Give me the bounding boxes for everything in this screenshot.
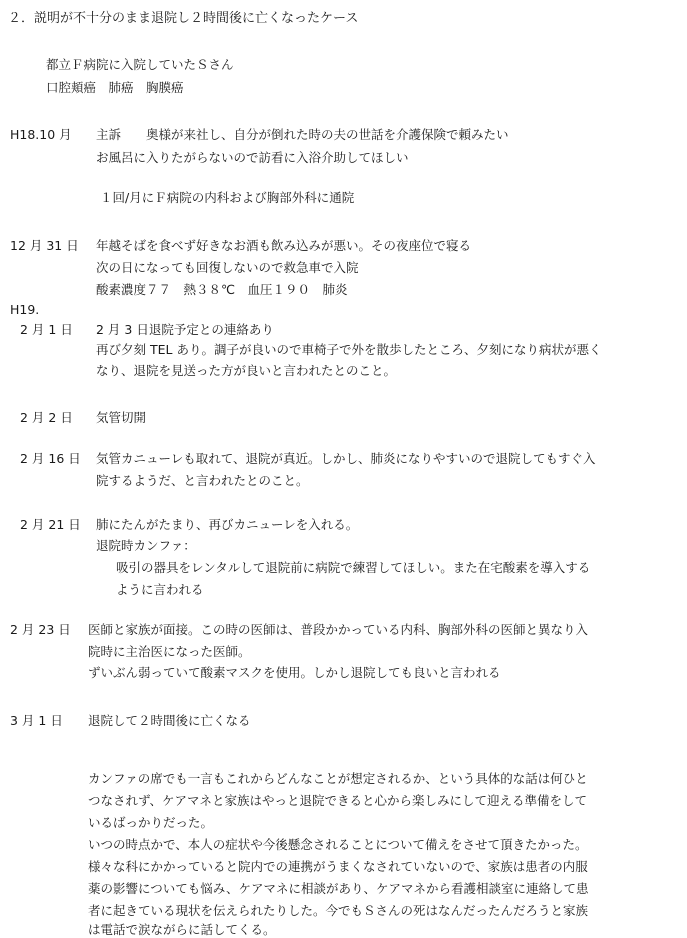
entry-line: 院時に主治医になった医師。	[88, 644, 251, 659]
closing-line: いるばっかりだった。	[88, 815, 214, 830]
entry-line: お風呂に入りたがらないので訪看に入浴介助してほしい	[96, 150, 409, 165]
document-heading: ２．説明が不十分のまま退院し２時間後に亡くなったケース	[8, 11, 359, 26]
entry-line: ように言われる	[116, 582, 204, 597]
closing-line: つなされず、ケアマネと家族はやっと退院できると心から楽しみにして迎える準備をして	[88, 793, 588, 808]
closing-line: は電話で涙ながらに話してくる。	[88, 922, 276, 937]
entry-line: なり、退院を見送った方が良いと言われたとのこと。	[96, 363, 397, 378]
entry-line: １回/月にＦ病院の内科および胸部外科に通院	[100, 190, 355, 205]
entry-date: 2 月 1 日	[20, 322, 73, 337]
entry-line: 次の日になっても回復しないので救急車で入院	[96, 260, 359, 275]
entry-date: 2 月 21 日	[20, 517, 81, 532]
closing-line: 様々な科にかかっていると院内での連携がうまくなされていないので、家族は患者の内服	[88, 859, 588, 874]
entry-line: 院するようだ、と言われたとのこと。	[96, 473, 309, 488]
entry-line: 主訴 奥様が来社し、自分が倒れた時の夫の世話を介護保険で頼みたい	[96, 127, 509, 142]
closing-line: 者に起きている現状を伝えられたりした。今でもＳさんの死はなんだったんだろうと家族	[88, 903, 589, 918]
entry-line: ずいぶん弱っていて酸素マスクを使用。しかし退院しても良いと言われる	[88, 665, 501, 680]
entry-line: 気管カニューレも取れて、退院が真近。しかし、肺炎になりやすいので退院してもすぐ入	[96, 451, 596, 466]
patient-intro-line: 都立Ｆ病院に入院していたＳさん	[46, 57, 234, 72]
entry-date: 2 月 16 日	[20, 451, 81, 466]
entry-date: H18.10 月	[10, 127, 72, 142]
entry-line: 吸引の器具をレンタルして退院前に病院で練習してほしい。また在宅酸素を導入する	[116, 560, 591, 575]
patient-diagnosis-line: 口腔頬癌 肺癌 胸膜癌	[46, 80, 184, 95]
closing-line: 薬の影響についても悩み、ケアマネに相談があり、ケアマネから看護相談室に連絡して患	[88, 881, 589, 896]
entry-date: 12 月 31 日	[10, 238, 79, 253]
entry-line: 肺にたんがたまり、再びカニューレを入れる。	[96, 517, 359, 532]
entry-date: 3 月 1 日	[10, 713, 63, 728]
entry-date: 2 月 23 日	[10, 622, 71, 637]
entry-line: 年越そばを食べず好きなお酒も飲み込みが悪い。その夜座位で寝る	[96, 238, 472, 253]
closing-line: カンファの席でも一言もこれからどんなことが想定されるか、という具体的な話は何ひと	[88, 771, 588, 786]
entry-line: 再び夕刻 TEL あり。調子が良いので車椅子で外を散歩したところ、夕刻になり病状が悪く	[96, 342, 602, 357]
entry-line: 医師と家族が面接。この時の医師は、普段かかっている内科、胸部外科の医師と異なり入	[88, 622, 589, 637]
entry-date: H19.	[10, 302, 40, 317]
entry-line: 2 月 3 日退院予定との連絡あり	[96, 322, 274, 337]
entry-line: 酸素濃度７７ 熱３８℃ 血圧１９０ 肺炎	[96, 282, 348, 297]
entry-date: 2 月 2 日	[20, 410, 73, 425]
entry-line: 退院時カンファ：	[96, 538, 196, 553]
closing-line: いつの時点かで、本人の症状や今後懸念されることについて備えをさせて頂きたかった。	[88, 837, 588, 852]
entry-line: 退院して２時間後に亡くなる	[88, 713, 251, 728]
entry-line: 気管切開	[96, 410, 147, 425]
